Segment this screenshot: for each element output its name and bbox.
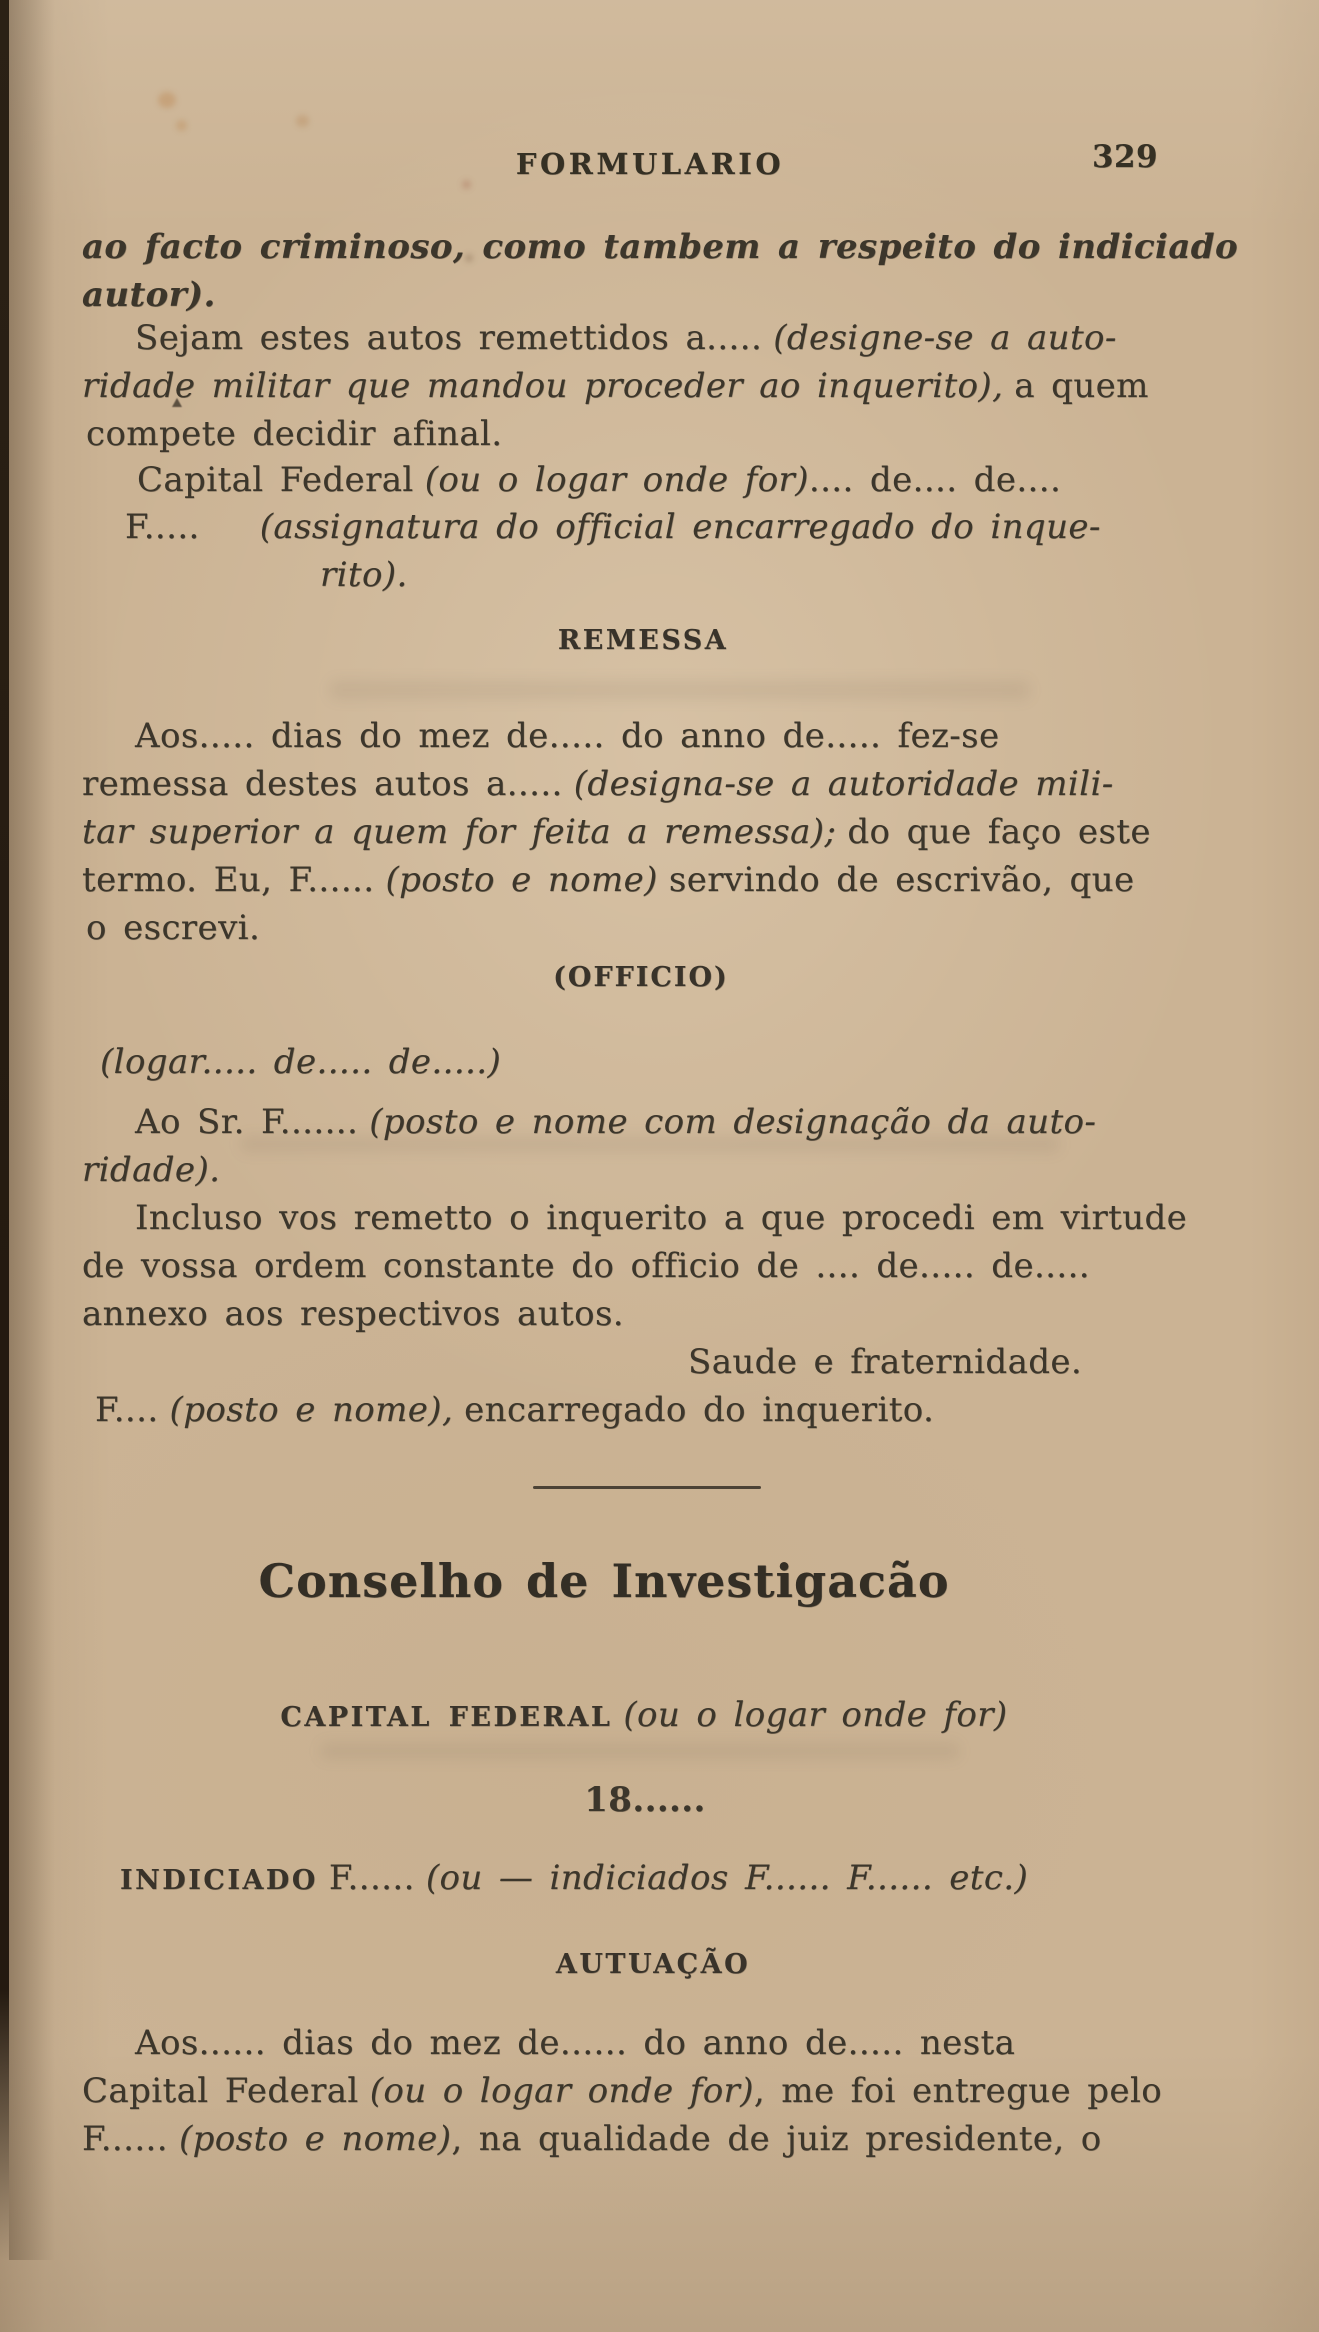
paragraph-line: F...... (posto e nome), na qualidade de juiz presidente, o [82,2119,1102,2159]
paragraph-line: autor). [82,275,216,315]
paragraph-line: compete decidir afinal. [86,414,503,454]
paragraph-line: ridade). [82,1150,221,1190]
paragraph-line: Ao Sr. F....... (posto e nome com designação da auto- [135,1102,1097,1142]
signature-line: F..... (assignatura do official encarregado do inque- [125,507,1101,547]
paragraph-line: Incluso vos remetto o inquerito a que procedi em virtude [135,1198,1188,1238]
paragraph-line: Aos..... dias do mez de..... do anno de..... fez-se [135,716,1000,756]
paragraph-line: ridade militar que mandou proceder ao inquerito), a quem [82,366,1149,406]
book-spine-edge [0,0,9,2260]
bleedthrough-smudge [320,1742,960,1760]
section-heading-remessa: REMESSA [557,625,729,656]
paper-stain [158,92,176,108]
paragraph-line: Sejam estes autos remettidos a..... (designe-se a auto- [135,318,1117,358]
paragraph-line: o escrevi. [86,908,261,948]
paragraph-line: tar superior a quem for feita a remessa); do que faço este [82,812,1151,852]
page-title: FORMULARIO [515,147,785,181]
section-divider-rule [533,1486,761,1489]
paper-stain [462,180,471,189]
paper-stain [296,115,309,127]
paragraph-line: Capital Federal (ou o logar onde for).... de.... de.... [137,460,1062,500]
paragraph-line: Aos...... dias do mez de...... do anno de..... nesta [135,2023,1016,2063]
year-line: 18...... [584,1780,706,1820]
paragraph-line: ao facto criminoso, como tambem a respeito do indiciado [82,227,1239,267]
page-number: 329 [1092,139,1158,175]
bleedthrough-smudge [330,680,1030,700]
section-heading-autuacao: AUTUAÇÃO [555,1949,751,1980]
section-heading-officio: (OFFICIO) [553,962,729,993]
dateline-capital-federal: CAPITAL FEDERAL (ou o logar onde for) [280,1695,1008,1735]
closing-salutation: Saude e fraternidade. [688,1342,1083,1382]
signature-line-continuation: rito). [320,555,408,595]
paragraph-line: (logar..... de..... de.....) [100,1042,502,1082]
paragraph-line: remessa destes autos a..... (designa-se a autoridade mili- [82,764,1114,804]
paragraph-line: annexo aos respectivos autos. [82,1294,625,1334]
signature-line: F.... (posto e nome), encarregado do inquerito. [95,1390,935,1430]
indiciado-line: INDICIADO F...... (ou — indiciados F...... F...... etc.) [120,1858,1029,1898]
gutter-shadow [9,0,55,2260]
paragraph-line: de vossa ordem constante do officio de .... de..... de..... [82,1246,1091,1286]
running-head-title [516,146,784,182]
paragraph-line: Capital Federal (ou o logar onde for), me foi entregue pelo [82,2071,1163,2111]
chapter-title: Conselho de Investigacão [258,1554,950,1608]
paper-stain [176,120,187,131]
paragraph-line: termo. Eu, F...... (posto e nome) servindo de escrivão, que [82,860,1135,900]
